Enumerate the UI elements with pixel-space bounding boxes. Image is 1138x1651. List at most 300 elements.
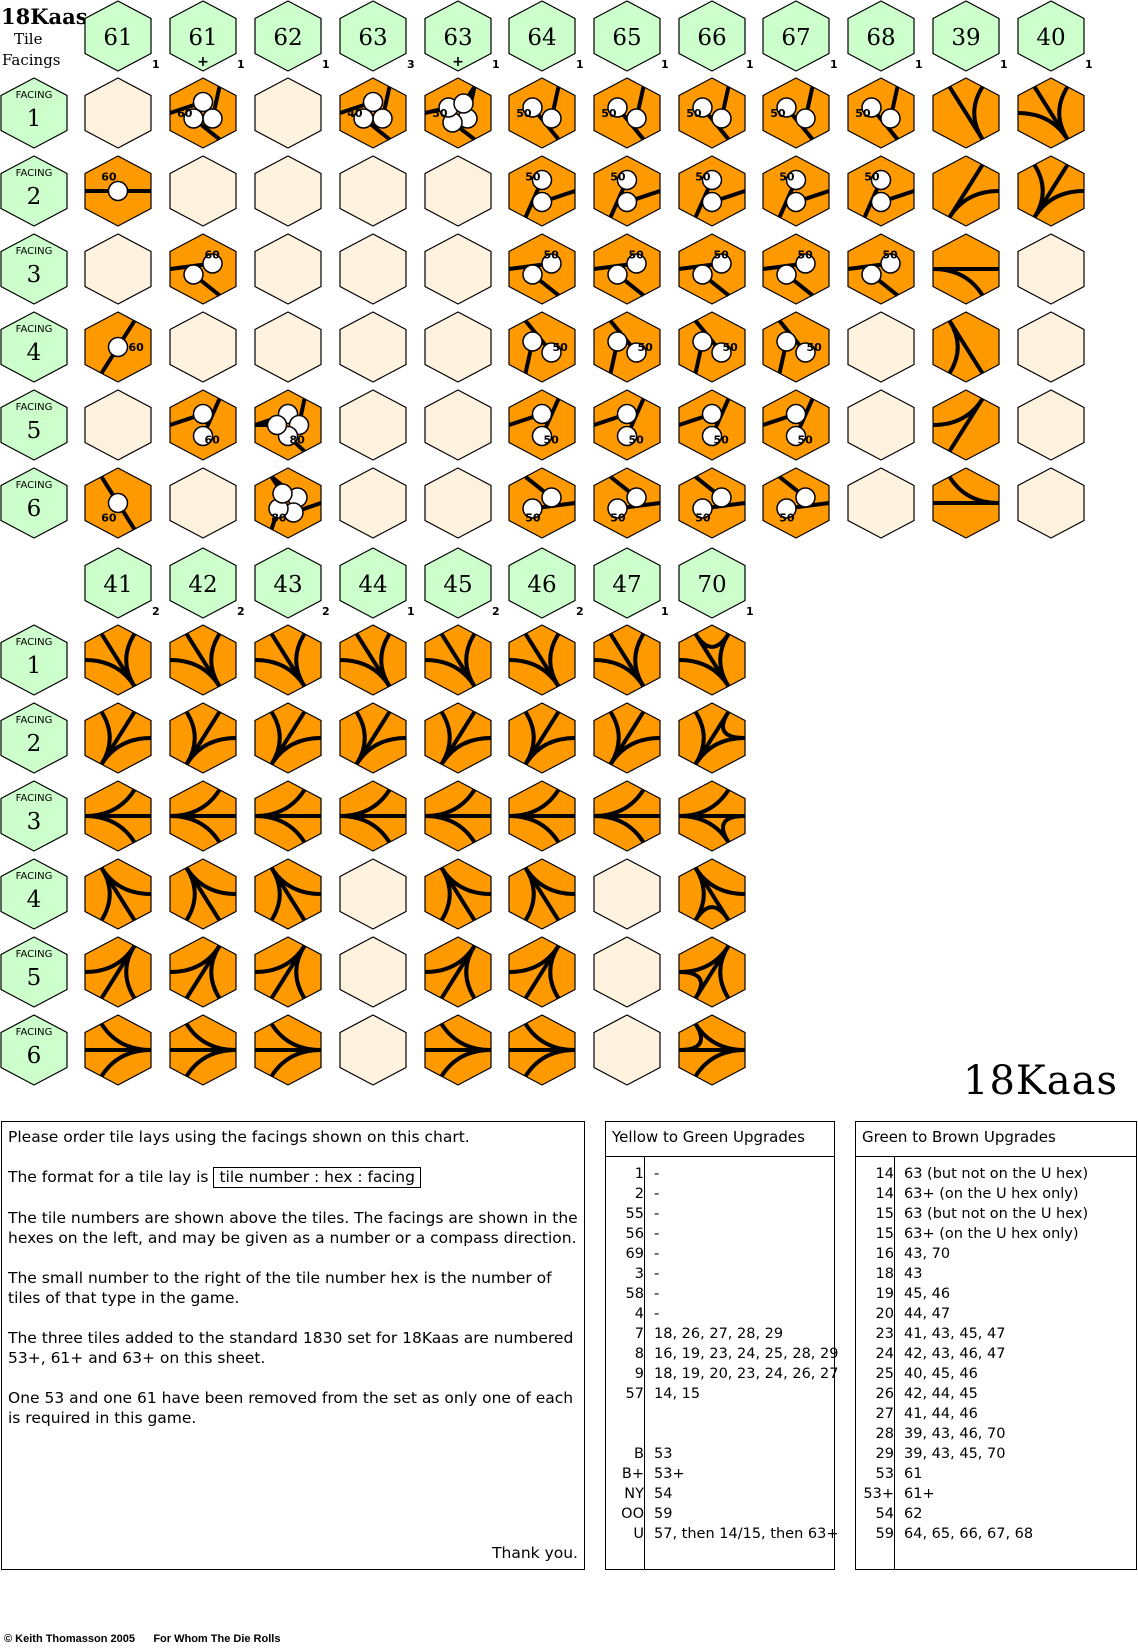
tile-44-facing-6 [340,1015,406,1085]
city-circle [268,416,287,435]
blank-tile [425,468,491,538]
tile-63-facing-4 [340,312,406,382]
city-circle [618,193,637,212]
tile-66-facing-6 [679,468,745,538]
tile-70-facing-4 [679,859,745,929]
tile-63-facing-2 [340,156,406,226]
facing-4 [1,859,67,929]
green-to-brown-divider [894,1156,895,1569]
tile-63-facing-6 [340,468,406,538]
facing-3 [1,781,67,851]
tile-45-facing-5 [425,937,491,1007]
tile-63-facing-3 [340,234,406,304]
tile-66-facing-3 [679,234,745,304]
facing-label: FACING [15,793,53,804]
blank-tile [594,859,660,929]
city-circle [184,265,203,284]
upgrade-to: 41, 43, 45, 47 [904,1326,1006,1342]
upgrade-from: 54 [875,1506,894,1522]
tile-header-47 [594,548,669,618]
facing-number: 6 [26,496,42,522]
tile-header-43 [255,548,330,618]
upgrade-from: 59 [875,1526,894,1542]
tile-header-41 [85,548,160,618]
upgrade-to: 18, 26, 27, 28, 29 [654,1326,784,1342]
tile-61-facing-2 [170,156,236,226]
tile-40-facing-2 [1018,156,1084,226]
tile-42-facing-3 [170,781,236,851]
revenue-value: 60 [101,511,117,525]
tile-66-facing-1 [679,78,745,148]
city-circle [194,405,213,424]
green-to-brown-panel [855,1121,1137,1570]
tile-40-facing-3 [1018,234,1084,304]
upgrade-from: 27 [875,1406,894,1422]
upgrade-to: 43 [904,1266,923,1282]
tile-67-facing-1 [763,78,829,148]
revenue-value: 50 [695,170,711,184]
facing-number: 2 [26,184,42,210]
facing-label: FACING [15,871,53,882]
revenue-value: 50 [713,433,729,447]
tile-number: 61 [188,25,218,51]
upgrade-from: 58 [625,1286,644,1302]
facing-number: 1 [26,653,42,679]
tile-65-facing-6 [594,468,660,538]
tile-63-facing-5 [340,390,406,460]
tile-63-facing-4 [425,312,491,382]
tile-41-facing-5 [85,937,151,1007]
upgrade-from: U [633,1526,644,1542]
facing-number: 3 [26,809,42,835]
upgrade-from: 55 [625,1206,644,1222]
revenue-value: 60 [177,107,193,120]
city-circle [787,405,806,424]
city-circle [862,265,881,284]
revenue-value: 50 [637,341,653,354]
tile-header-40 [1018,1,1093,71]
revenue-value: 50 [686,107,702,120]
tile-67-facing-2 [763,156,829,226]
tile-39-facing-5 [933,390,999,460]
footer-publisher: For Whom The Die Rolls [153,1633,281,1645]
city-circle [777,332,796,351]
facing-number: 4 [26,340,42,366]
revenue-value: 50 [628,248,644,262]
tile-header-46 [509,548,584,618]
tile-63-facing-5 [425,390,491,460]
upgrade-from: NY [624,1486,644,1502]
tile-61-facing-4 [85,312,151,382]
city-circle [194,93,213,112]
tile-count: 2 [576,605,584,618]
blank-tile [594,937,660,1007]
upgrade-to: 62 [904,1506,923,1522]
city-circle [777,265,796,284]
upgrade-to: 63+ (on the U hex only) [904,1186,1079,1202]
upgrade-to: 53 [654,1446,673,1462]
facing-label: FACING [15,324,53,335]
city-circle [542,488,561,507]
blank-tile [340,1015,406,1085]
blank-tile [340,468,406,538]
tile-number: 66 [697,25,727,51]
city-circle [796,488,815,507]
tile-number: 61 [103,25,133,51]
revenue-value: 50 [722,341,738,354]
upgrade-from: 20 [875,1306,894,1322]
revenue-value: 50 [525,511,541,525]
tile-count: 3 [407,58,415,71]
revenue-value: 50 [628,433,644,447]
tile-65-facing-5 [594,390,660,460]
facing-number: 2 [26,731,42,757]
facing-label: FACING [15,168,53,179]
tile-count: 1 [1085,58,1093,71]
tile-68-facing-1 [848,78,914,148]
blank-tile [848,390,914,460]
tile-46-facing-4 [509,859,575,929]
tile-65-facing-3 [594,234,660,304]
tile-count: 1 [661,58,669,71]
tile-header-63-plus [425,1,500,71]
blank-tile [1018,468,1084,538]
tile-42-facing-5 [170,937,236,1007]
blank-tile [170,468,236,538]
tile-44-facing-1 [340,625,406,695]
footer [4,1633,280,1645]
tile-count: 2 [492,605,500,618]
city-circle [693,332,712,351]
revenue-value: 50 [543,433,559,447]
city-circle [712,488,731,507]
facing-2 [1,703,67,773]
tile-63-facing-6 [425,468,491,538]
tile-42-facing-2 [170,703,236,773]
tile-64-facing-6 [509,468,575,538]
facing-label: FACING [15,637,53,648]
city-circle [693,265,712,284]
revenue-value: 60 [204,433,220,447]
tile-count: 1 [152,58,160,71]
tile-count: 1 [492,58,500,71]
tile-40-facing-5 [1018,390,1084,460]
upgrade-to: 57, then 14/15, then 63+ [654,1526,839,1542]
tile-40-facing-6 [1018,468,1084,538]
tile-header-63 [340,1,415,71]
upgrade-from: 1 [634,1166,644,1182]
tile-45-facing-4 [425,859,491,929]
instructions-p5: The three tiles added to the standard 1830 set for 18Kaas are numbered 53+, 61+ and 63+ on this sheet. [8,1329,574,1367]
city-circle [109,182,128,201]
tile-number: 42 [188,572,218,598]
tile-62-facing-4 [255,312,321,382]
revenue-value: 50 [543,248,559,262]
blank-tile [425,390,491,460]
facing-1 [1,625,67,695]
city-circle [618,405,637,424]
upgrade-to: 61 [904,1466,923,1482]
tile-47-facing-1 [594,625,660,695]
city-circle [364,93,383,112]
upgrade-to: - [654,1226,660,1242]
tile-62-facing-3 [255,234,321,304]
city-circle [787,193,806,212]
tile-count: 1 [915,58,923,71]
tile-count: 1 [661,605,669,618]
upgrade-to: - [654,1266,660,1282]
tile-43-facing-2 [255,703,321,773]
upgrade-from: 15 [875,1226,894,1242]
instructions-p2 [8,1167,578,1188]
tile-70-facing-1 [679,625,745,695]
tile-61-facing-3 [85,234,151,304]
facing-3 [1,234,67,304]
blank-tile [425,156,491,226]
upgrade-from: 4 [634,1306,644,1322]
tile-46-facing-1 [509,625,575,695]
tile-64-facing-3 [509,234,575,304]
tile-45-facing-2 [425,703,491,773]
upgrade-to: 18, 19, 20, 23, 24, 26, 27 [654,1366,839,1382]
city-circle [872,193,891,212]
tile-47-facing-6 [594,1015,660,1085]
revenue-value: 50 [432,107,448,120]
revenue-value: 50 [516,107,532,120]
tile-61-facing-5 [85,390,151,460]
tile-count: 1 [407,605,415,618]
blank-tile [255,312,321,382]
tile-header-67 [763,1,838,71]
tile-66-facing-2 [679,156,745,226]
revenue-value: 60 [101,170,117,184]
tile-62-facing-6 [255,468,321,538]
upgrade-from: 18 [875,1266,894,1282]
yellow-to-green-title: Yellow to Green Upgrades [612,1128,805,1146]
tile-number: 63 [443,25,473,51]
tile-background [594,390,660,460]
tile-number: 68 [866,25,896,51]
facing-2 [1,156,67,226]
city-circle [533,193,552,212]
tile-39-facing-3 [933,234,999,304]
upgrade-from: 69 [625,1246,644,1262]
tile-61-facing-4 [170,312,236,382]
tile-number: 45 [443,572,473,598]
tile-68-facing-2 [848,156,914,226]
revenue-value: 50 [695,511,711,525]
tile-43-facing-5 [255,937,321,1007]
upgrade-from: B+ [621,1466,644,1482]
upgrade-from: 19 [875,1286,894,1302]
city-circle [533,405,552,424]
facing-number: 4 [26,887,42,913]
revenue-value: 50 [601,107,617,120]
upgrade-from: 14 [875,1166,894,1182]
facing-number: 5 [26,418,42,444]
revenue-value: 50 [855,107,871,120]
blank-tile [255,234,321,304]
tile-46-facing-6 [509,1015,575,1085]
blank-tile [848,468,914,538]
blank-tile [85,78,151,148]
upgrade-to: 45, 46 [904,1286,951,1302]
tile-count: 1 [746,58,754,71]
city-circle [712,109,731,128]
revenue-value: 50 [713,248,729,262]
upgrade-from: 3 [634,1266,644,1282]
city-circle [608,265,627,284]
green-to-brown-title: Green to Brown Upgrades [862,1128,1056,1146]
upgrade-to: 63+ (on the U hex only) [904,1226,1079,1242]
tile-header-45 [425,548,500,618]
big-title: 18Kaas [963,1058,1119,1104]
city-circle [273,484,292,503]
facing-label: FACING [15,402,53,413]
tile-43-facing-6 [255,1015,321,1085]
blank-tile [85,390,151,460]
tile-61-facing-3 [170,234,236,304]
tile-46-facing-5 [509,937,575,1007]
revenue-value: 50 [779,170,795,184]
upgrade-from: 8 [634,1346,644,1362]
city-circle [454,94,473,113]
tile-number: 65 [612,25,642,51]
instructions-p6: One 53 and one 61 have been removed from the set as only one of each is required in this game. [8,1389,574,1427]
tile-46-facing-2 [509,703,575,773]
city-circle [796,109,815,128]
tile-41-facing-1 [85,625,151,695]
tile-number: 62 [273,25,303,51]
instructions-p1: Please order tile lays using the facings shown on this chart. [8,1128,470,1146]
upgrade-to: 42, 44, 45 [904,1386,978,1402]
tile-header-39 [933,1,1008,71]
tile-63-facing-2 [425,156,491,226]
upgrade-from: 2 [634,1186,644,1202]
tile-68-facing-6 [848,468,914,538]
tile-41-facing-6 [85,1015,151,1085]
tile-count: 1 [830,58,838,71]
blank-tile [1018,312,1084,382]
city-circle [703,193,722,212]
tile-65-facing-1 [594,78,660,148]
tile-45-facing-3 [425,781,491,851]
header-game-title: 18Kaas [1,4,88,29]
upgrade-to: 61+ [904,1486,935,1502]
tile-43-facing-4 [255,859,321,929]
tile-45-facing-1 [425,625,491,695]
city-circle [608,332,627,351]
blank-tile [170,312,236,382]
tile-70-facing-3 [679,781,745,851]
tile-number: 64 [527,25,557,51]
tile-header-66 [679,1,754,71]
tile-62-facing-2 [255,156,321,226]
tile-46-facing-3 [509,781,575,851]
tile-header-42 [170,548,245,618]
tile-42-facing-4 [170,859,236,929]
tile-44-facing-3 [340,781,406,851]
tile-header-62 [255,1,330,71]
blank-tile [340,937,406,1007]
tile-61-facing-6 [170,468,236,538]
tile-62-facing-5 [255,390,321,460]
tile-number: 41 [103,572,133,598]
blank-tile [340,859,406,929]
revenue-value: 50 [610,511,626,525]
tile-67-facing-3 [763,234,829,304]
revenue-value: 40 [347,107,363,120]
tile-63-facing-3 [425,234,491,304]
revenue-value: 50 [806,341,822,354]
facing-1 [1,78,67,148]
tile-background [170,390,236,460]
revenue-value: 80 [289,433,305,447]
tile-count: 1 [322,58,330,71]
tile-47-facing-5 [594,937,660,1007]
upgrade-from: OO [621,1506,644,1522]
upgrade-from: 7 [634,1326,644,1342]
tile-count: 1 [746,605,754,618]
city-circle [523,265,542,284]
blank-tile [340,234,406,304]
upgrade-from: 29 [875,1446,894,1462]
facing-label: FACING [15,90,53,101]
tile-39-facing-6 [933,468,999,538]
tile-39-facing-1 [933,78,999,148]
revenue-value: 50 [882,248,898,262]
format-box: tile number : hex : facing [213,1167,421,1188]
facing-number: 5 [26,965,42,991]
yellow-to-green-divider [644,1156,645,1569]
city-circle [703,405,722,424]
tile-70-facing-2 [679,703,745,773]
tile-header-64 [509,1,584,71]
facing-4 [1,312,67,382]
tile-header-65 [594,1,669,71]
tile-number: 47 [612,572,642,598]
tile-41-facing-3 [85,781,151,851]
upgrade-to: 41, 44, 46 [904,1406,978,1422]
tile-63-facing-1 [425,78,491,148]
tile-40-facing-4 [1018,312,1084,382]
upgrade-from: 23 [875,1326,894,1342]
facing-number: 6 [26,1043,42,1069]
tile-61-facing-6 [85,468,151,538]
tile-39-facing-2 [933,156,999,226]
blank-tile [255,78,321,148]
upgrade-from: 28 [875,1426,894,1442]
city-circle [881,109,900,128]
revenue-value: 50 [779,511,795,525]
instructions-p4: The small number to the right of the tile number hex is the number of tiles of that type in the game. [8,1269,552,1307]
instructions-thanks: Thank you. [492,1544,578,1562]
tile-number: 63 [358,25,388,51]
tile-background [763,156,829,226]
upgrade-from: 24 [875,1346,894,1362]
tile-41-facing-2 [85,703,151,773]
tile-64-facing-1 [509,78,575,148]
tile-45-facing-6 [425,1015,491,1085]
tile-41-facing-4 [85,859,151,929]
upgrade-to: 42, 43, 46, 47 [904,1346,1006,1362]
tile-64-facing-2 [509,156,575,226]
tile-47-facing-2 [594,703,660,773]
upgrade-to: 54 [654,1486,673,1502]
plus-marker: + [197,54,209,70]
revenue-value: 60 [128,341,144,354]
tile-number: 67 [781,25,811,51]
